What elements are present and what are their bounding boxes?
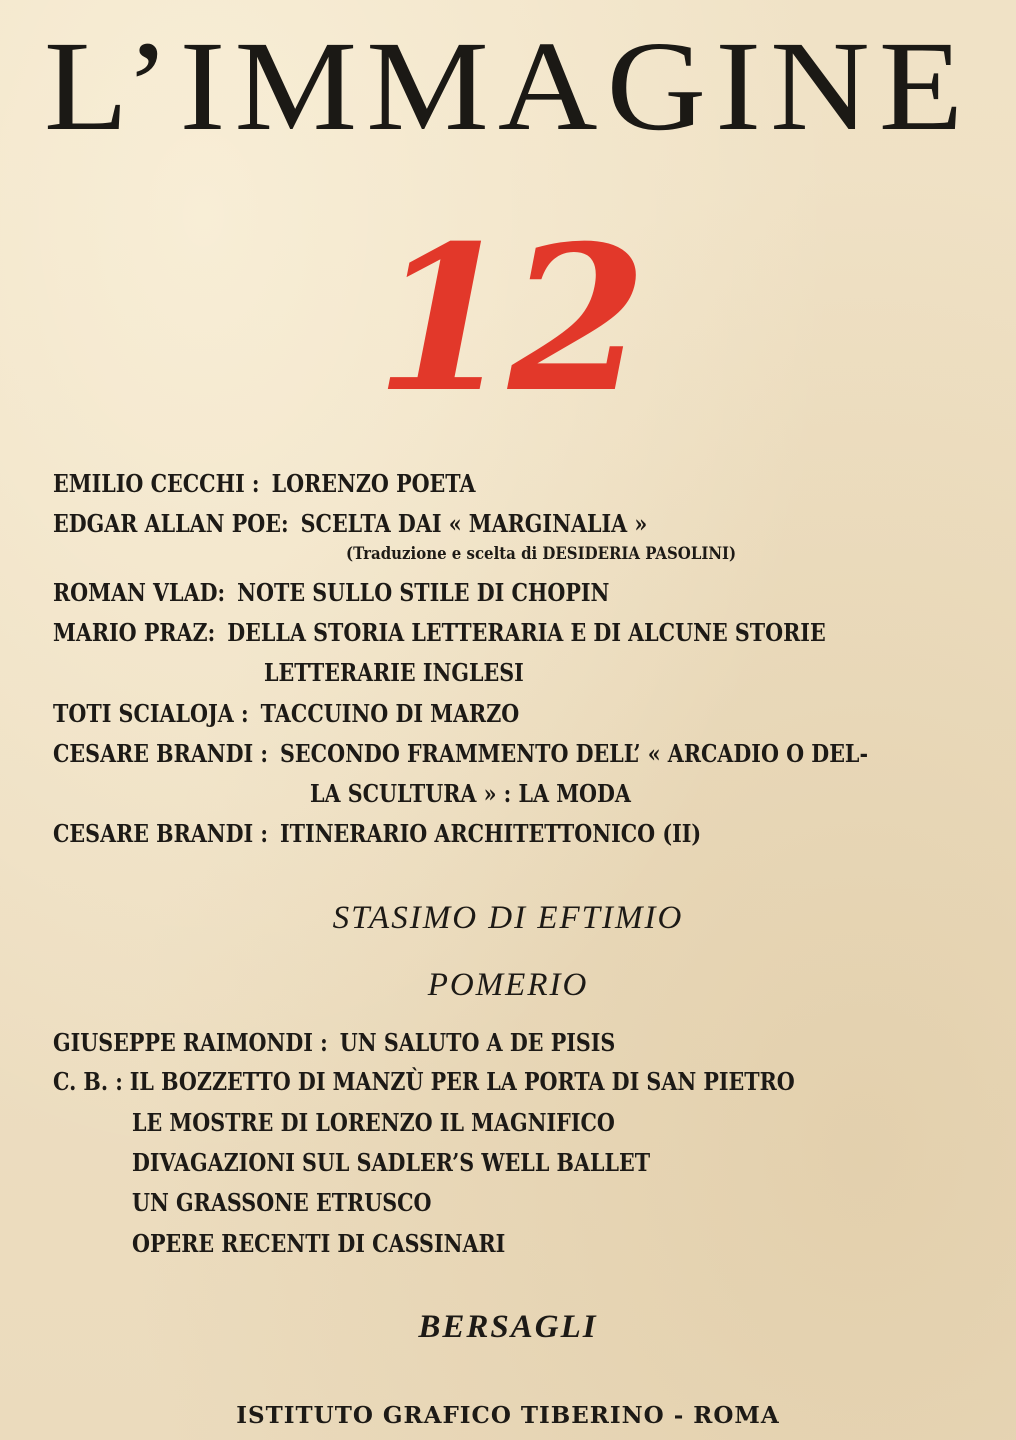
pomerio-entry (53, 1067, 795, 1096)
toc-title: DELLA STORIA LETTERARIA E DI ALCUNE STORIE (227, 618, 826, 647)
toc-author: MARIO PRAZ: (53, 618, 216, 647)
toc-entry (53, 819, 702, 848)
section-heading-bersagli: BERSAGLI (418, 1309, 598, 1345)
section-heading-stasimo: STASIMO DI EFTIMIO (332, 900, 684, 936)
toc-entry (53, 699, 520, 728)
toc-title: SCELTA DAI « MARGINALIA » (300, 509, 648, 538)
magazine-title: L’IMMAGINE (43, 14, 973, 157)
toc-author: EDGAR ALLAN POE: (53, 509, 289, 538)
toc-title: IL BOZZETTO DI MANZÙ PER LA PORTA DI SAN PIETRO (129, 1067, 795, 1096)
toc-entry (53, 509, 648, 538)
pomerio-entry (53, 1028, 616, 1057)
toc-title-continuation: LA SCULTURA » : LA MODA (310, 779, 631, 808)
section-heading-pomerio: POMERIO (427, 967, 589, 1003)
toc-title: UN SALUTO A DE PISIS (339, 1028, 616, 1057)
toc-title: LORENZO POETA (271, 469, 476, 498)
pomerio-item: OPERE RECENTI DI CASSINARI (132, 1229, 506, 1258)
toc-entry (53, 618, 826, 647)
toc-title: ITINERARIO ARCHITETTONICO (II) (280, 819, 702, 848)
toc-entry (53, 469, 476, 498)
toc-title-continuation: LETTERARIE INGLESI (264, 658, 524, 687)
pomerio-item: LE MOSTRE DI LORENZO IL MAGNIFICO (132, 1108, 615, 1137)
toc-translation-note: (Traduzione e scelta di DESIDERIA PASOLINI) (346, 544, 737, 564)
toc-author: CESARE BRANDI : (53, 819, 268, 848)
toc-author: EMILIO CECCHI : (53, 469, 260, 498)
toc-entry (53, 739, 869, 768)
toc-entry (53, 578, 610, 607)
toc-author: ROMAN VLAD: (53, 578, 226, 607)
publisher-imprint: ISTITUTO GRAFICO TIBERINO - ROMA (236, 1402, 780, 1429)
pomerio-item: DIVAGAZIONI SUL SADLER’S WELL BALLET (132, 1148, 651, 1177)
toc-author: CESARE BRANDI : (53, 739, 268, 768)
pomerio-item: UN GRASSONE ETRUSCO (132, 1188, 432, 1217)
issue-number: 12 (374, 202, 642, 437)
toc-author: C. B. : (53, 1067, 123, 1096)
toc-author: GIUSEPPE RAIMONDI : (53, 1028, 328, 1057)
toc-title: NOTE SULLO STILE DI CHOPIN (237, 578, 610, 607)
toc-title: SECONDO FRAMMENTO DELL’ « ARCADIO O DEL- (280, 739, 869, 768)
toc-title: TACCUINO DI MARZO (260, 699, 520, 728)
toc-author: TOTI SCIALOJA : (53, 699, 249, 728)
